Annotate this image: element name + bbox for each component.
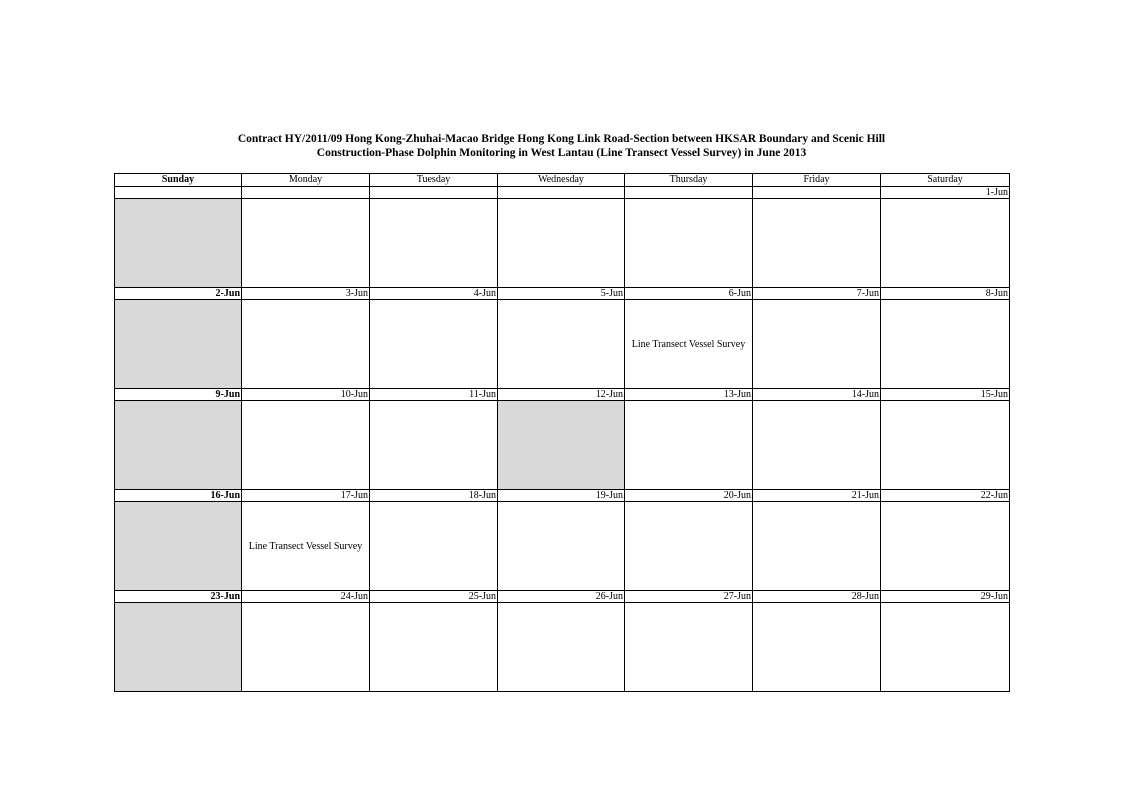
day-cell [625, 502, 753, 591]
day-cell [242, 401, 370, 490]
weekday-header: Thursday [625, 174, 753, 187]
weekday-header-row [115, 174, 1010, 187]
day-cell [881, 603, 1010, 692]
day-cell [753, 401, 881, 490]
date-label: 29-Jun [881, 591, 1010, 603]
event-row [115, 300, 1010, 389]
weekday-header: Saturday [881, 174, 1010, 187]
date-label: 21-Jun [753, 490, 881, 502]
date-label: 24-Jun [242, 591, 370, 603]
date-label: 20-Jun [625, 490, 753, 502]
day-cell [625, 401, 753, 490]
day-cell [498, 300, 625, 389]
day-cell [753, 502, 881, 591]
day-cell [625, 603, 753, 692]
date-label: 18-Jun [370, 490, 498, 502]
day-cell [625, 300, 753, 389]
event-row [115, 502, 1010, 591]
date-label: 26-Jun [498, 591, 625, 603]
event-row [115, 603, 1010, 692]
day-cell [242, 603, 370, 692]
date-label: 23-Jun [115, 591, 242, 603]
day-cell [881, 300, 1010, 389]
date-label [498, 187, 625, 199]
date-label [625, 187, 753, 199]
date-label: 2-Jun [115, 288, 242, 300]
day-cell [115, 401, 242, 490]
day-cell [881, 199, 1010, 288]
date-label: 9-Jun [115, 389, 242, 401]
date-label: 11-Jun [370, 389, 498, 401]
event-text: Line Transect Vessel Survey [631, 338, 746, 350]
document-title [0, 132, 1123, 160]
day-cell [625, 199, 753, 288]
day-cell [753, 603, 881, 692]
day-cell [498, 603, 625, 692]
title-line-2: Construction-Phase Dolphin Monitoring in West Lantau (Line Transect Vessel Survey) in June 2013 [316, 147, 807, 159]
date-label: 14-Jun [753, 389, 881, 401]
date-row [115, 490, 1010, 502]
date-label: 10-Jun [242, 389, 370, 401]
date-row [115, 389, 1010, 401]
date-label: 8-Jun [881, 288, 1010, 300]
event-text: Line Transect Vessel Survey [248, 540, 363, 552]
date-row [115, 288, 1010, 300]
date-label [242, 187, 370, 199]
date-label: 3-Jun [242, 288, 370, 300]
day-cell [753, 199, 881, 288]
date-label: 25-Jun [370, 591, 498, 603]
event-row [115, 401, 1010, 490]
weekday-header: Monday [242, 174, 370, 187]
weekday-header: Friday [753, 174, 881, 187]
date-label: 13-Jun [625, 389, 753, 401]
date-label: 12-Jun [498, 389, 625, 401]
date-label [115, 187, 242, 199]
date-label: 27-Jun [625, 591, 753, 603]
day-cell [370, 603, 498, 692]
day-cell [370, 401, 498, 490]
day-cell [115, 199, 242, 288]
title-line-1: Contract HY/2011/09 Hong Kong-Zhuhai-Macao Bridge Hong Kong Link Road-Section between HKSAR Boundary and Scenic Hill [237, 133, 886, 145]
calendar-body [115, 187, 1010, 692]
day-cell [498, 401, 625, 490]
day-cell [881, 401, 1010, 490]
date-label: 15-Jun [881, 389, 1010, 401]
date-label: 19-Jun [498, 490, 625, 502]
date-label: 1-Jun [881, 187, 1010, 199]
day-cell [370, 502, 498, 591]
date-label: 16-Jun [115, 490, 242, 502]
day-cell [115, 603, 242, 692]
date-row [115, 187, 1010, 199]
date-label: 22-Jun [881, 490, 1010, 502]
calendar-table [114, 173, 1010, 692]
date-label: 17-Jun [242, 490, 370, 502]
day-cell [242, 502, 370, 591]
date-label: 7-Jun [753, 288, 881, 300]
date-label: 5-Jun [498, 288, 625, 300]
date-label [753, 187, 881, 199]
date-row [115, 591, 1010, 603]
day-cell [115, 502, 242, 591]
day-cell [370, 199, 498, 288]
day-cell [753, 300, 881, 389]
day-cell [242, 300, 370, 389]
date-label: 4-Jun [370, 288, 498, 300]
date-label: 6-Jun [625, 288, 753, 300]
day-cell [242, 199, 370, 288]
date-label [370, 187, 498, 199]
day-cell [370, 300, 498, 389]
day-cell [498, 502, 625, 591]
date-label: 28-Jun [753, 591, 881, 603]
day-cell [881, 502, 1010, 591]
event-row [115, 199, 1010, 288]
weekday-header: Sunday [115, 174, 242, 187]
day-cell [115, 300, 242, 389]
day-cell [498, 199, 625, 288]
weekday-header: Wednesday [498, 174, 625, 187]
weekday-header: Tuesday [370, 174, 498, 187]
